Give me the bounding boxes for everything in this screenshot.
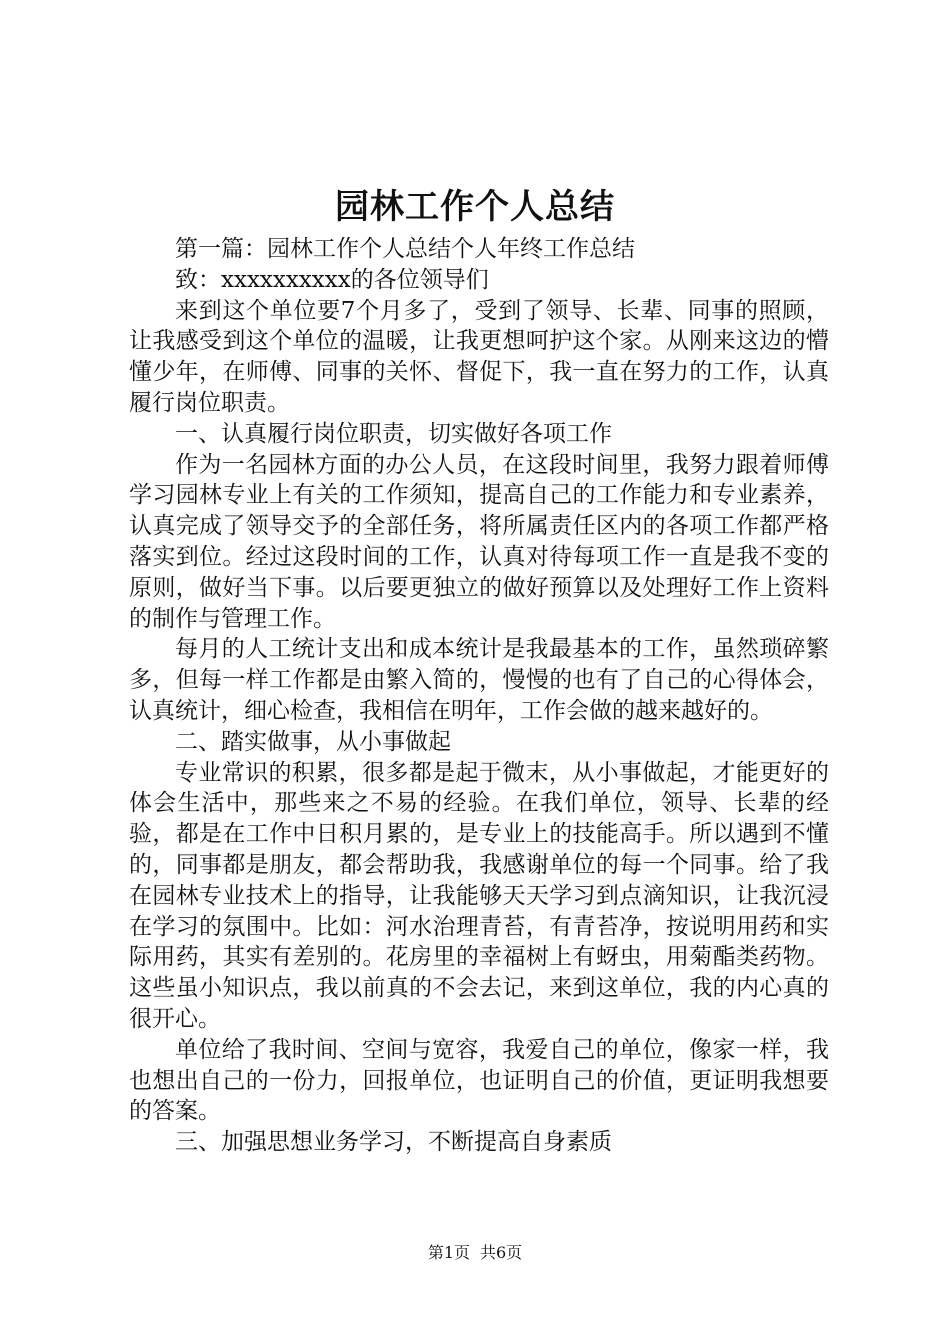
paragraph: 专业常识的积累，很多都是起于微末，从小事做起，才能更好的体会生活中，那些来之不易的经验。在我们单位，领导、长辈的经验，都是在工作中日积月累的，是专业上的技能高手。所以遇到不懂的，同事都是朋友，都会帮助我，我感谢单位的每一个同事。给了我在园林专业技术上的指导，让我能够天天学习到点滴知识，让我沉浸在学习的氛围中。比如：河水治理青苔，有青苔净，按说明用药和实际用药，其实有差别的。花房里的幸福树上有蚜虫，用菊酯类药物。这些虽小知识点，我以前真的不会去记，来到这单位，我的内心真的很开心。 (129, 759, 829, 1032)
page-number: 第1页 (427, 1243, 470, 1262)
page-total: 共6页 (480, 1243, 523, 1262)
paragraph: 单位给了我时间、空间与宽容，我爱自己的单位，像家一样，我也想出自己的一份力，回报单位，也证明自己的价值，更证明我想要的答案。 (129, 1036, 829, 1125)
paragraph: 作为一名园林方面的办公人员，在这段时间里，我努力跟着师傅学习园林专业上有关的工作须知，提高自己的工作能力和专业素养，认真完成了领导交予的全部任务，将所属责任区内的各项工作都严格落实到位。经过这段时间的工作，认真对待每项工作一直是我不变的原则，做好当下事。以后要更独立的做好预算以及处理好工作上资料的制作与管理工作。 (129, 451, 829, 632)
page-footer (0, 1242, 950, 1264)
paragraph: 每月的人工统计支出和成本统计是我最基本的工作，虽然琐碎繁多，但每一样工作都是由繁入简的，慢慢的也有了自己的心得体会，认真统计，细心检查，我相信在明年，工作会做的越来越好的。 (129, 636, 829, 724)
subheading: 一、认真履行岗位职责，切实做好各项工作 (175, 420, 612, 447)
section-heading: 第一篇：园林工作个人总结个人年终工作总结 (175, 236, 635, 262)
document-body (129, 234, 829, 1158)
subheading: 三、加强思想业务学习，不断提高自身素质 (175, 1129, 612, 1156)
salutation: 致：xxxxxxxxxx的各位领导们 (175, 266, 489, 293)
subheading: 二、踏实做事，从小事做起 (175, 728, 451, 755)
document-title: 园林工作个人总结 (335, 187, 615, 227)
paragraph: 来到这个单位要7个月多了，受到了领导、长辈、同事的照顾，让我感受到这个单位的温暖，让我更想呵护这个家。从刚来这边的懵懂少年，在师傅、同事的关怀、督促下，我一直在努力的工作，认真履行岗位职责。 (129, 297, 829, 416)
